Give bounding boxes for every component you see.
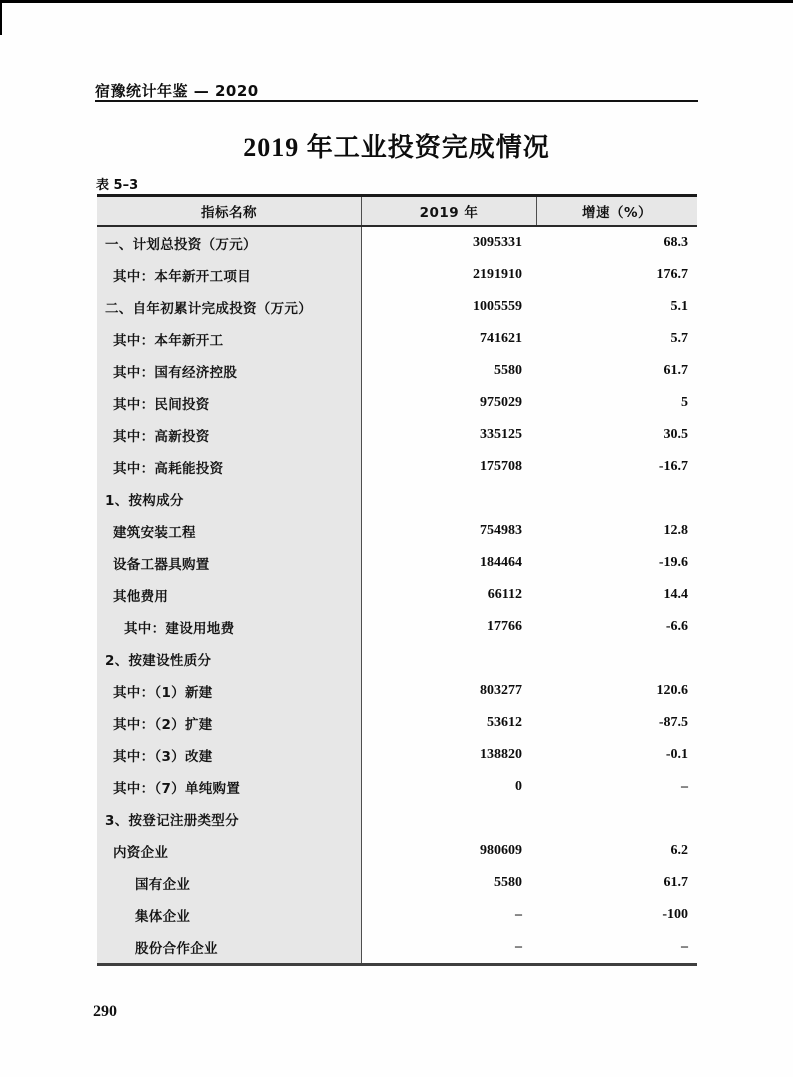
table-row	[97, 451, 697, 483]
table-row	[97, 899, 697, 931]
table-row	[97, 931, 697, 963]
value-growth: -16.7	[658, 459, 688, 474]
value-2019: 975029	[480, 395, 522, 410]
value-growth: –	[681, 779, 688, 794]
table-row	[97, 835, 697, 867]
table-row	[97, 419, 697, 451]
header-rule	[95, 100, 698, 102]
value-2019: 17766	[487, 619, 522, 634]
indicator-label: 内资企业	[97, 835, 362, 867]
value-growth: -19.6	[658, 555, 688, 570]
table-row	[97, 547, 697, 579]
value-2019: 2191910	[473, 267, 522, 282]
scan-artifact-left-mark	[0, 3, 2, 35]
running-header: 宿豫统计年鉴 — 2020	[95, 82, 259, 100]
indicator-label: 其中：本年新开工项目	[97, 259, 362, 291]
value-2019	[362, 803, 536, 835]
value-growth: 14.4	[663, 587, 688, 602]
table-row	[97, 707, 697, 739]
investment-table	[97, 194, 697, 966]
value-2019: 66112	[487, 587, 522, 602]
indicator-label: 其中：国有经济控股	[97, 355, 362, 387]
value-growth: 6.2	[670, 843, 688, 858]
value-2019: –	[515, 907, 522, 922]
indicator-label: 建筑安装工程	[97, 515, 362, 547]
indicator-label: 其他费用	[97, 579, 362, 611]
indicator-label: 二、自年初累计完成投资（万元）	[97, 291, 362, 323]
value-2019: 754983	[480, 523, 522, 538]
value-growth: -100	[662, 907, 688, 922]
value-2019	[362, 643, 536, 675]
value-2019	[362, 483, 536, 515]
table-row	[97, 579, 697, 611]
table-label: 表 5–3	[96, 178, 139, 193]
indicator-label: 其中：（7）单纯购置	[97, 771, 362, 803]
value-growth: 120.6	[656, 683, 688, 698]
indicator-label: 其中：（3）改建	[97, 739, 362, 771]
value-2019: 980609	[480, 843, 522, 858]
value-growth: 5.7	[670, 331, 688, 346]
value-2019: 0	[515, 779, 522, 794]
value-growth: -0.1	[665, 747, 688, 762]
value-2019: 803277	[480, 683, 522, 698]
table-row	[97, 291, 697, 323]
column-header-growth-rate: 增速（%）	[536, 197, 697, 225]
value-2019: 741621	[480, 331, 522, 346]
value-2019: 138820	[480, 747, 522, 762]
value-2019: 1005559	[473, 299, 522, 314]
value-growth	[536, 483, 697, 515]
value-2019: 184464	[480, 555, 522, 570]
table-row	[97, 771, 697, 803]
value-growth	[536, 803, 697, 835]
table-row	[97, 227, 697, 259]
table-row	[97, 643, 697, 675]
value-growth: 61.7	[663, 875, 688, 890]
table-row	[97, 259, 697, 291]
indicator-label: 设备工器具购置	[97, 547, 362, 579]
indicator-label: 其中：（2）扩建	[97, 707, 362, 739]
column-header-year-2019: 2019 年	[419, 205, 479, 221]
indicator-label: 股份合作企业	[97, 931, 362, 963]
table-body	[97, 227, 697, 963]
column-header-indicator: 指标名称	[97, 197, 362, 225]
page-number: 290	[93, 1003, 117, 1020]
indicator-label: 一、计划总投资（万元）	[97, 227, 362, 259]
table-row	[97, 867, 697, 899]
table-row	[97, 803, 697, 835]
indicator-label: 1、按构成分	[97, 483, 362, 515]
indicator-label: 国有企业	[97, 867, 362, 899]
value-2019: 5580	[494, 875, 522, 890]
indicator-label: 其中：高新投资	[97, 419, 362, 451]
indicator-label: 其中：（1）新建	[97, 675, 362, 707]
value-growth: 5.1	[670, 299, 688, 314]
table-row	[97, 611, 697, 643]
value-2019: 175708	[480, 459, 522, 474]
table-header-row	[97, 197, 697, 227]
value-2019: –	[515, 939, 522, 954]
indicator-label: 其中：建设用地费	[97, 611, 362, 643]
value-growth: –	[681, 939, 688, 954]
value-growth: 12.8	[663, 523, 688, 538]
indicator-label: 集体企业	[97, 899, 362, 931]
table-row	[97, 515, 697, 547]
table-row	[97, 387, 697, 419]
value-2019: 3095331	[473, 235, 522, 250]
value-growth: -87.5	[658, 715, 688, 730]
value-2019: 335125	[480, 427, 522, 442]
value-growth: -6.6	[665, 619, 688, 634]
table-row	[97, 323, 697, 355]
table-row	[97, 483, 697, 515]
value-growth: 30.5	[663, 427, 688, 442]
value-growth	[536, 643, 697, 675]
value-2019: 5580	[494, 363, 522, 378]
indicator-label: 2、按建设性质分	[97, 643, 362, 675]
table-row	[97, 355, 697, 387]
value-growth: 61.7	[663, 363, 688, 378]
value-growth: 68.3	[663, 235, 688, 250]
scan-artifact-top-bar	[0, 0, 793, 3]
indicator-label: 其中：本年新开工	[97, 323, 362, 355]
value-growth: 5	[681, 395, 688, 410]
indicator-label: 其中：高耗能投资	[97, 451, 362, 483]
indicator-label: 其中：民间投资	[97, 387, 362, 419]
indicator-label: 3、按登记注册类型分	[97, 803, 362, 835]
table-row	[97, 675, 697, 707]
value-2019: 53612	[487, 715, 522, 730]
table-row	[97, 739, 697, 771]
page-title: 2019 年工业投资完成情况	[243, 133, 550, 162]
value-growth: 176.7	[656, 267, 688, 282]
